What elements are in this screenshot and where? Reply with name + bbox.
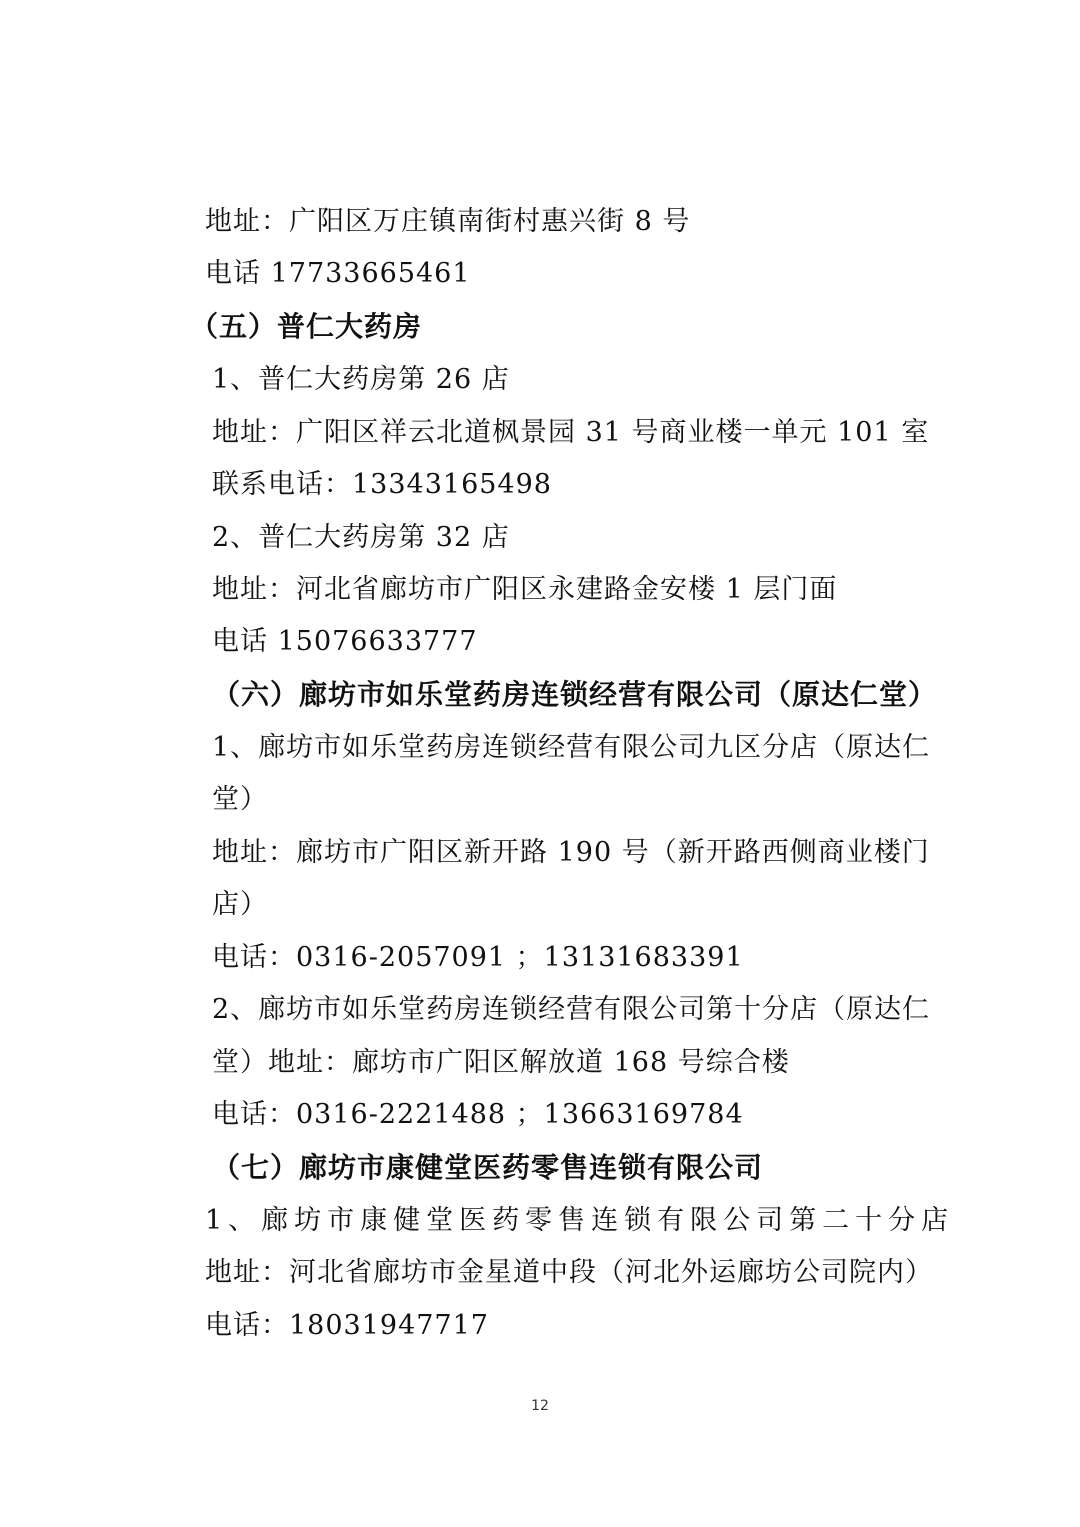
- phone-line: 电话：18031947717: [205, 1310, 489, 1341]
- section-heading-7: （七）廊坊市康健堂医药零售连锁有限公司: [212, 1151, 764, 1184]
- store-entry: 1、廊坊市如乐堂药房连锁经营有限公司九区分店（原达仁: [212, 732, 931, 763]
- store-entry: 2、普仁大药房第 32 店: [212, 522, 510, 553]
- store-entry: 1、普仁大药房第 26 店: [212, 364, 510, 395]
- address-line: 地址：河北省廊坊市广阳区永建路金安楼 1 层门面: [212, 574, 838, 605]
- address-line: 地址：廊坊市广阳区新开路 190 号（新开路西侧商业楼门: [212, 837, 930, 868]
- address-line-continued: 店）: [212, 889, 268, 920]
- phone-line: 电话：0316-2221488 ；13663169784: [212, 1099, 744, 1130]
- section-heading-6: （六）廊坊市如乐堂药房连锁经营有限公司（原达仁堂）: [212, 678, 938, 711]
- store-entry: 1、廊坊市康健堂医药零售连锁有限公司第二十分店: [205, 1205, 955, 1236]
- phone-line: 电话 17733665461: [205, 258, 471, 289]
- store-entry-continued: 堂）: [212, 784, 268, 815]
- phone-line: 联系电话：13343165498: [212, 469, 552, 500]
- phone-line: 电话：0316-2057091 ；13131683391: [212, 942, 744, 973]
- section-heading-5: （五）普仁大药房: [190, 310, 423, 343]
- address-line: 地址：河北省廊坊市金星道中段（河北外运廊坊公司院内）: [205, 1257, 933, 1288]
- address-line: 地址：广阳区祥云北道枫景园 31 号商业楼一单元 101 室: [212, 417, 930, 448]
- address-line: 堂）地址：廊坊市广阳区解放道 168 号综合楼: [212, 1047, 790, 1078]
- phone-line: 电话 15076633777: [212, 626, 478, 657]
- address-line: 地址：广阳区万庄镇南街村惠兴街 8 号: [205, 206, 691, 237]
- page-number: 12: [531, 1398, 549, 1414]
- store-entry: 2、廊坊市如乐堂药房连锁经营有限公司第十分店（原达仁: [212, 994, 931, 1025]
